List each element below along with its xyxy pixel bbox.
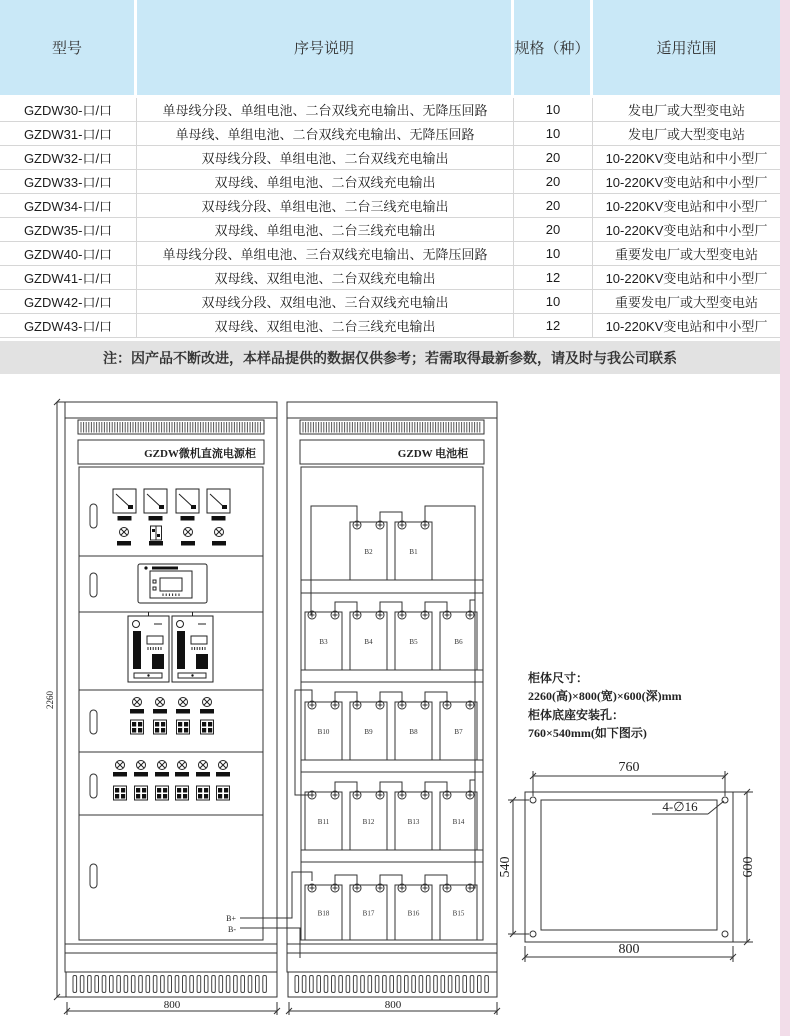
spec-count-cell: 20	[514, 146, 593, 170]
model-cell: GZDW34-口/口	[0, 194, 137, 218]
range-cell: 10-220KV变电站和中小型厂	[593, 170, 780, 194]
vent-grille-battery	[303, 422, 480, 433]
description-cell: 双母线、双组电池、二台双线充电输出	[137, 266, 514, 290]
plinth-vents-battery	[295, 976, 488, 993]
spec-table	[0, 0, 780, 338]
header-description: 序号说明	[137, 0, 514, 95]
header-apply-range: 适用范围	[656, 40, 717, 57]
battery-label: B9	[364, 728, 373, 736]
model-cell: GZDW43-口/口	[0, 314, 137, 338]
spec-count-cell: 10	[514, 242, 593, 266]
spec-count-cell: 12	[514, 314, 593, 338]
battery-label: B1	[409, 548, 418, 556]
table-row	[0, 170, 780, 194]
note-bar	[0, 341, 780, 374]
battery-cabinet-title: GZDW 电池柜	[397, 448, 469, 460]
spec-count-cell: 10	[514, 122, 593, 146]
model-cell: GZDW40-口/口	[0, 242, 137, 266]
spec-count-cell: 20	[514, 194, 593, 218]
spec-table-header	[0, 0, 780, 95]
description-cell: 双母线、双组电池、二台三线充电输出	[137, 314, 514, 338]
battery-label: B7	[454, 728, 463, 736]
description-cell: 双母线分段、单组电池、二台三线充电输出	[137, 194, 514, 218]
range-cell: 10-220KV变电站和中小型厂	[593, 146, 780, 170]
bus-positive-label: B+	[226, 914, 236, 923]
mounting-right-dimension: 600	[741, 856, 756, 878]
range-cell: 发电厂或大型变电站	[593, 98, 780, 122]
range-cell: 10-220KV变电站和中小型厂	[593, 218, 780, 242]
model-cell: GZDW33-口/口	[0, 170, 137, 194]
spec-count-cell: 12	[514, 266, 593, 290]
battery-label: B17	[362, 909, 375, 918]
bus-negative-label: B-	[228, 925, 236, 934]
model-cell: GZDW30-口/口	[0, 98, 137, 122]
table-row	[0, 314, 780, 338]
battery-label: B11	[317, 818, 330, 826]
model-cell: GZDW35-口/口	[0, 218, 137, 242]
battery-label: B12	[362, 818, 375, 826]
range-cell: 重要发电厂或大型变电站	[593, 290, 780, 314]
spec-count-cell: 20	[514, 218, 593, 242]
table-row	[0, 266, 780, 290]
battery-label: B15	[452, 909, 465, 918]
power-cabinet-panels	[113, 489, 230, 800]
battery-label: B8	[409, 728, 418, 736]
power-cabinet-title: GZDW微机直流电源柜	[144, 448, 256, 460]
mounting-holes-label: 4-∅16	[662, 799, 698, 814]
battery-label: B13	[407, 818, 420, 826]
spec-line-1: 柜体尺寸：	[528, 671, 589, 685]
mounting-bottom-dimension: 800	[618, 942, 640, 957]
battery-label: B4	[364, 638, 373, 646]
mounting-hole-diagram	[508, 771, 753, 962]
power-width-dimension: 800	[163, 999, 181, 1011]
battery-width-dimension: 800	[384, 999, 402, 1011]
mounting-top-dimension: 760	[618, 760, 640, 775]
mounting-left-dimension: 540	[498, 856, 513, 878]
table-row	[0, 146, 780, 170]
battery-bank	[305, 512, 477, 940]
spec-count-cell: 20	[514, 170, 593, 194]
range-cell: 10-220KV变电站和中小型厂	[593, 194, 780, 218]
table-row	[0, 290, 780, 314]
description-cell: 双母线分段、双组电池、三台双线充电输出	[137, 290, 514, 314]
range-cell: 发电厂或大型变电站	[593, 122, 780, 146]
table-row	[0, 218, 780, 242]
table-row	[0, 242, 780, 266]
description-cell: 单母线分段、单组电池、二台双线充电输出、无降压回路	[137, 98, 514, 122]
battery-label: B10	[317, 728, 330, 736]
description-cell: 单母线、单组电池、二台双线充电输出、无降压回路	[137, 122, 514, 146]
cabinet-specs-text	[528, 670, 682, 740]
header-model: 型号	[0, 0, 137, 95]
model-cell: GZDW41-口/口	[0, 266, 137, 290]
battery-label: B14	[452, 818, 465, 826]
description-cell: 双母线、单组电池、二台双线充电输出	[137, 170, 514, 194]
description-cell: 双母线分段、单组电池、二台双线充电输出	[137, 146, 514, 170]
table-row	[0, 122, 780, 146]
vent-grille-power	[81, 422, 260, 433]
height-dimension: 2260	[45, 691, 55, 709]
battery-label: B3	[319, 638, 328, 646]
header-spec-count: 规格（种）	[514, 0, 593, 95]
spec-line-4: 760×540mm(如下图示)	[528, 726, 647, 740]
battery-label: B2	[364, 548, 373, 556]
range-cell: 10-220KV变电站和中小型厂	[593, 266, 780, 290]
spec-line-3: 柜体底座安装孔：	[528, 708, 625, 722]
table-row	[0, 98, 780, 122]
range-cell: 10-220KV变电站和中小型厂	[593, 314, 780, 338]
battery-label: B16	[407, 909, 420, 918]
battery-cabinet-outline	[287, 402, 497, 997]
spec-line-2: 2260(高)×800(宽)×600(深)mm	[528, 689, 682, 703]
cabinet-drawing	[0, 390, 790, 1036]
door-handles	[90, 504, 97, 888]
description-cell: 双母线、单组电池、二台三线充电输出	[137, 218, 514, 242]
range-cell: 重要发电厂或大型变电站	[593, 242, 780, 266]
table-row	[0, 194, 780, 218]
battery-label: B6	[454, 638, 463, 646]
spec-count-cell: 10	[514, 98, 593, 122]
note-text: 注：因产品不断改进，本样品提供的数据仅供参考；若需取得最新参数，请及时与我公司联系	[103, 349, 677, 366]
battery-label: B5	[409, 638, 418, 646]
model-cell: GZDW42-口/口	[0, 290, 137, 314]
model-cell: GZDW32-口/口	[0, 146, 137, 170]
spec-count-cell: 10	[514, 290, 593, 314]
battery-label: B18	[317, 909, 330, 918]
spec-table-body	[0, 95, 780, 338]
model-cell: GZDW31-口/口	[0, 122, 137, 146]
description-cell: 单母线分段、单组电池、三台双线充电输出、无降压回路	[137, 242, 514, 266]
plinth-vents-power	[73, 976, 266, 993]
power-cabinet-outline	[65, 402, 277, 997]
